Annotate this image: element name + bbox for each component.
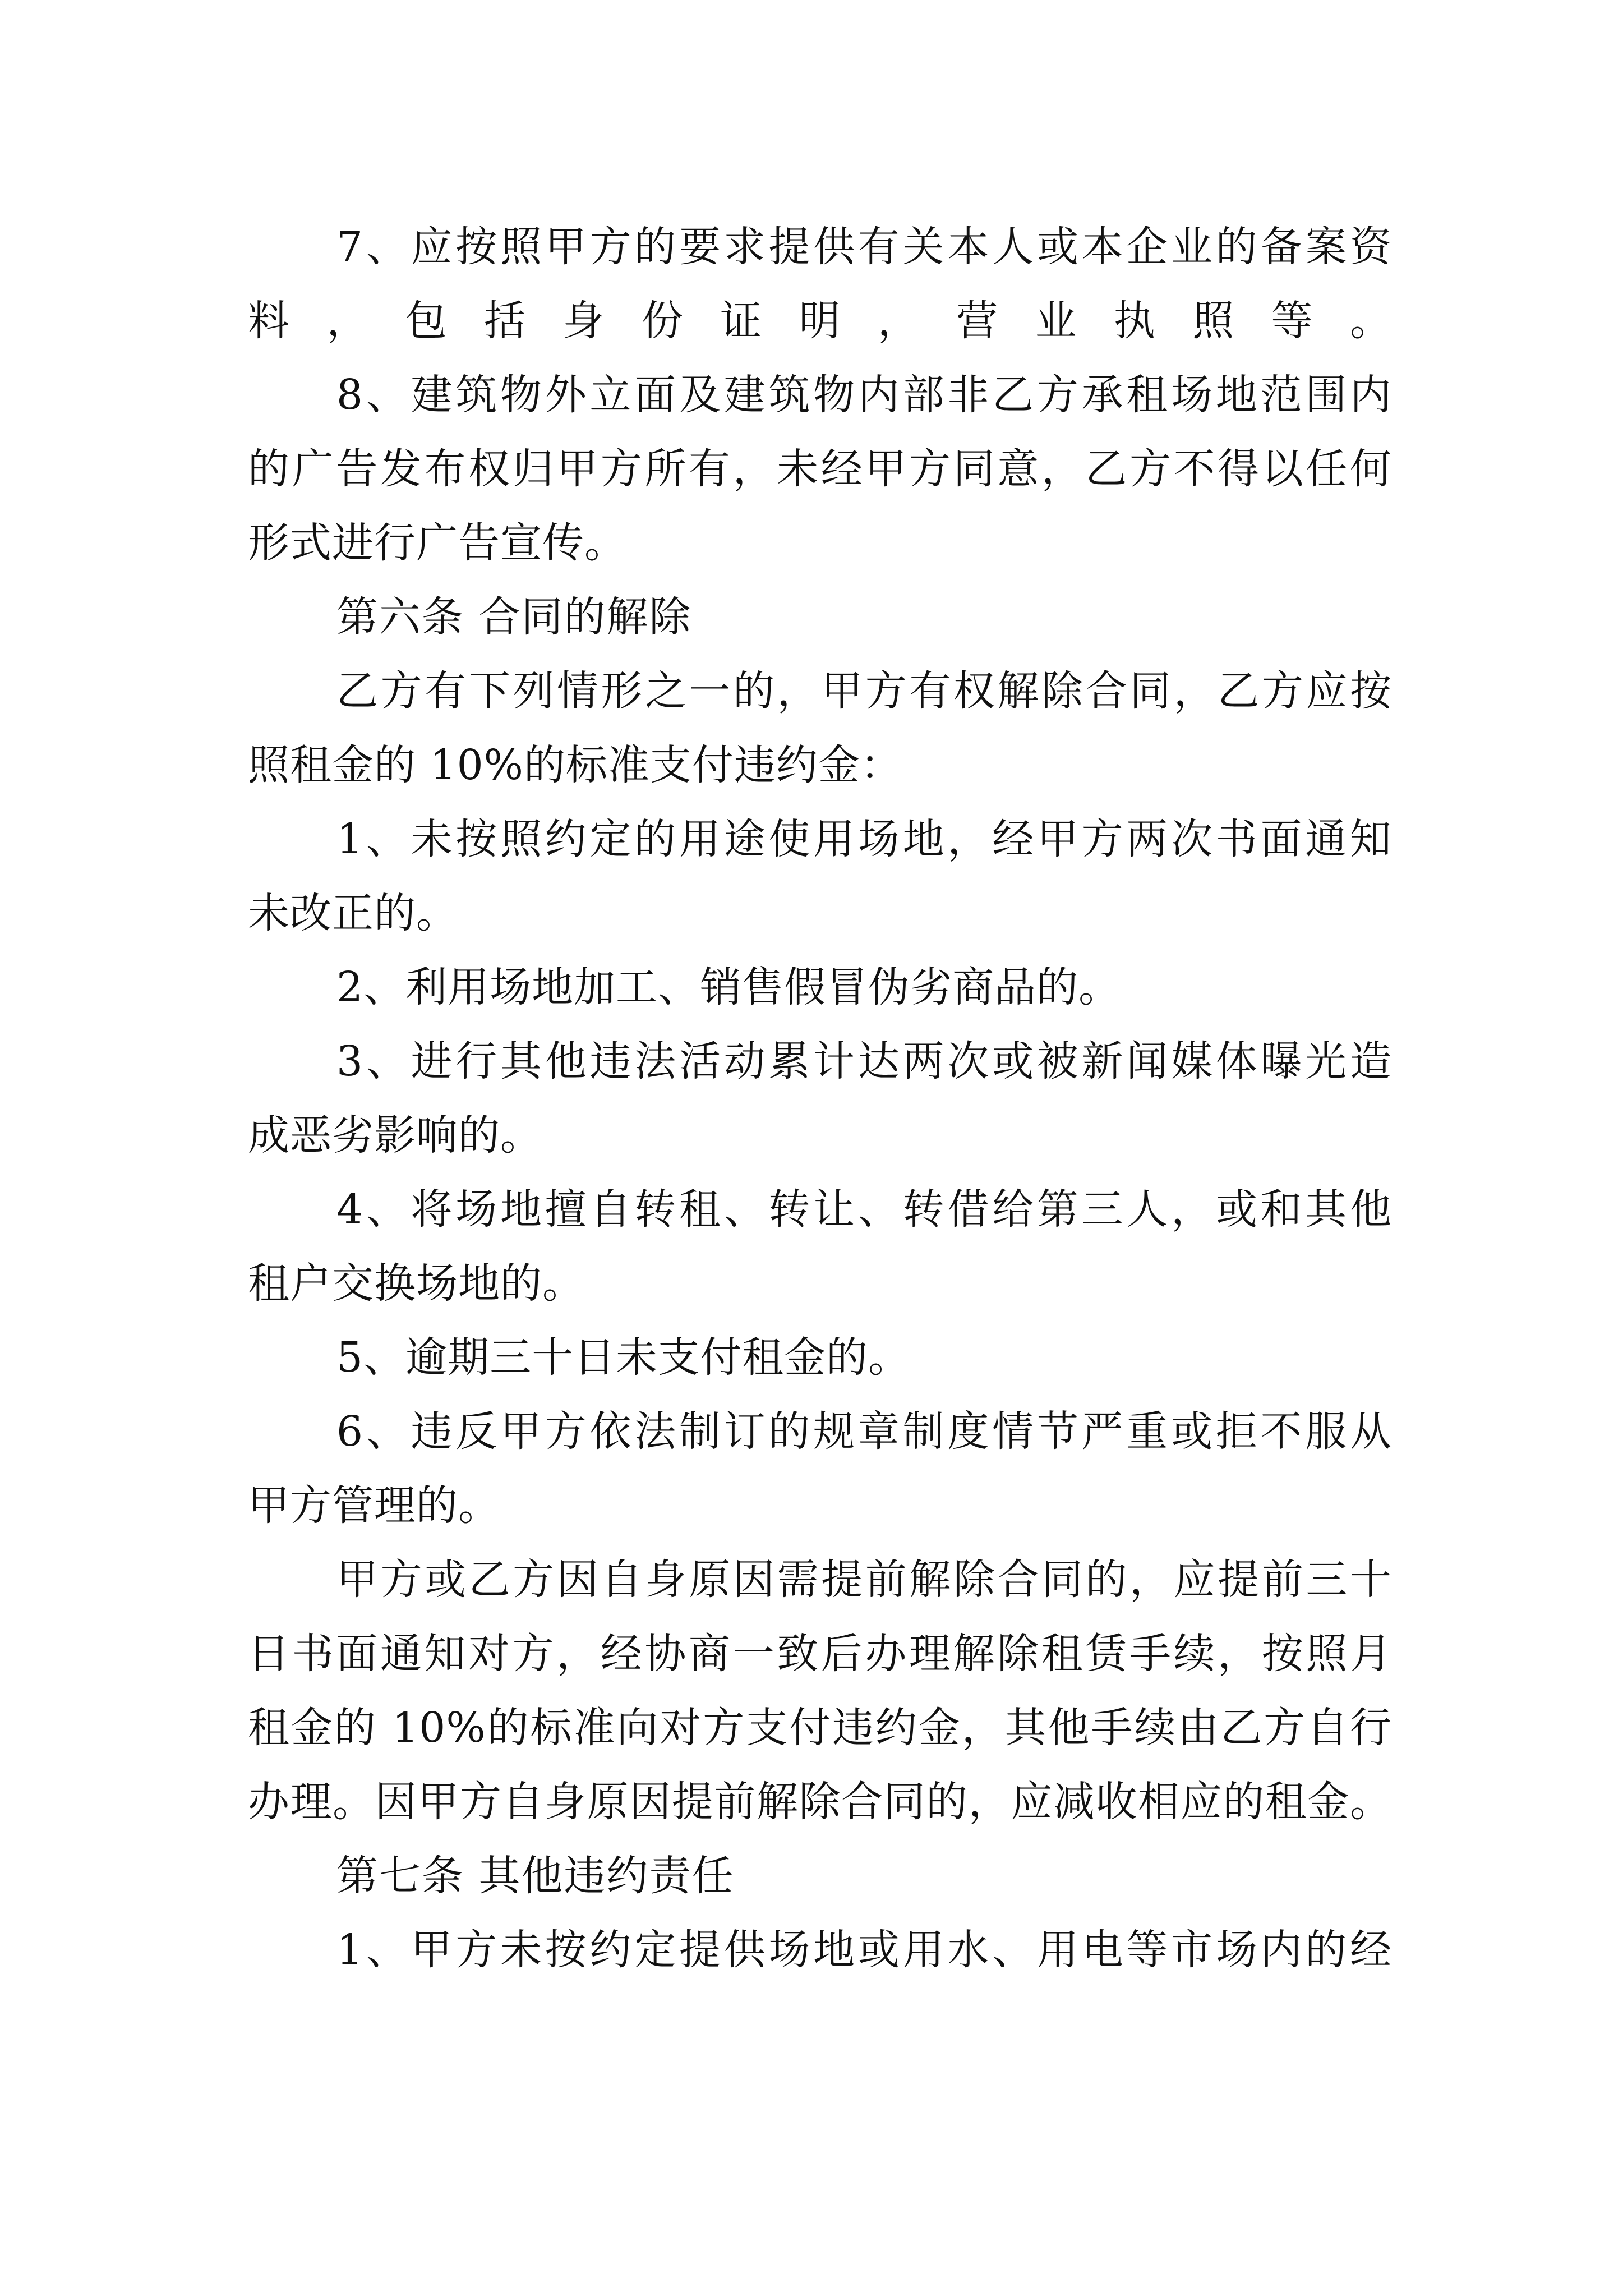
text-line: 乙方有下列情形之一的，甲方有权解除合同，乙方应按 xyxy=(336,667,1392,715)
section-heading: 第六条 合同的解除 xyxy=(336,593,692,641)
text-line: 日书面通知对方，经协商一致后办理解除租赁手续，按照月 xyxy=(248,1630,1392,1678)
text-line: 租户交换场地的。 xyxy=(248,1259,584,1308)
text-line: 租金的 10%的标准向对方支付违约金，其他手续由乙方自行 xyxy=(248,1704,1392,1752)
text-line: 甲方管理的。 xyxy=(248,1481,500,1530)
text-line: 2、利用场地加工、销售假冒伪劣商品的。 xyxy=(336,963,1121,1011)
text-line: 甲方或乙方因自身原因需提前解除合同的，应提前三十 xyxy=(336,1556,1392,1604)
text-line: 5、逾期三十日未支付租金的。 xyxy=(336,1333,911,1382)
text-line: 7、应按照甲方的要求提供有关本人或本企业的备案资 xyxy=(336,223,1392,271)
text-line: 的广告发布权归甲方所有，未经甲方同意，乙方不得以任何 xyxy=(248,445,1392,493)
text-line: 4、将场地擅自转租、转让、转借给第三人，或和其他 xyxy=(336,1185,1392,1234)
text-line: 3、进行其他违法活动累计达两次或被新闻媒体曝光造 xyxy=(336,1037,1392,1085)
text-line: 1、未按照约定的用途使用场地，经甲方两次书面通知 xyxy=(336,815,1392,863)
text-line: 未改正的。 xyxy=(248,889,458,937)
text-line: 成恶劣影响的。 xyxy=(248,1111,542,1159)
text-line: 办理。因甲方自身原因提前解除合同的，应减收相应的租金。 xyxy=(248,1778,1392,1826)
text-line: 6、违反甲方依法制订的规章制度情节严重或拒不服从 xyxy=(336,1407,1392,1456)
text-line: 形式进行广告宣传。 xyxy=(248,519,626,567)
text-line: 8、建筑物外立面及建筑物内部非乙方承租场地范围内 xyxy=(336,371,1392,419)
text-line: 料，包括身份证明，营业执照等。 xyxy=(248,297,1392,345)
text-line: 1、甲方未按约定提供场地或用水、用电等市场内的经 xyxy=(336,1926,1392,1974)
text-line: 照租金的 10%的标准支付违约金： xyxy=(248,741,902,789)
section-heading: 第七条 其他违约责任 xyxy=(336,1852,735,1900)
